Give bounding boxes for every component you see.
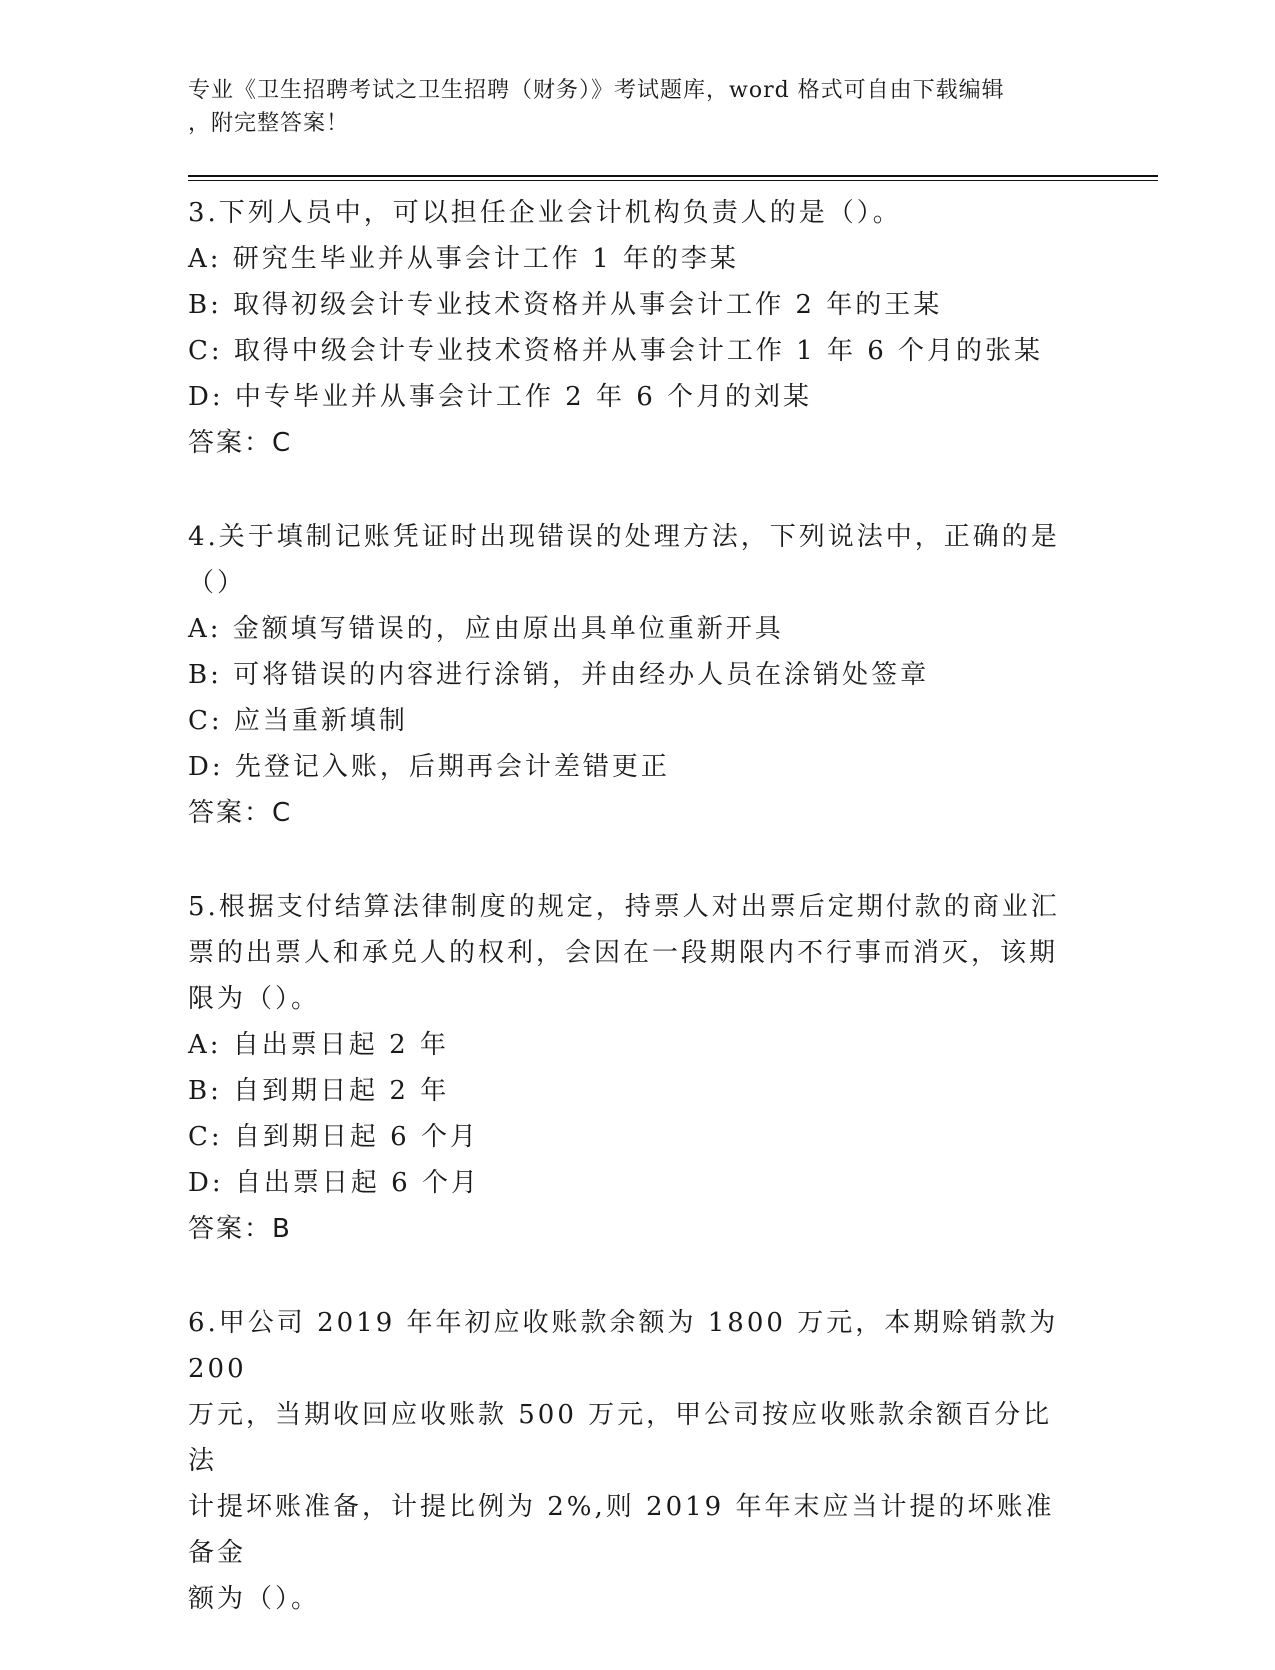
question-stem-cont: 万元，当期收回应收账款 500 万元，甲公司按应收账款余额百分比法 xyxy=(188,1400,1053,1476)
question-stem: 3.下列人员中，可以担任企业会计机构负责人的是（）。 xyxy=(188,198,902,228)
answer-label: 答案：C xyxy=(188,428,293,458)
answer-label: 答案：B xyxy=(188,1214,292,1244)
question-stem-cont: 额为（）。 xyxy=(188,1584,321,1614)
question-stem-cont: 票的出票人和承兑人的权利，会因在一段期限内不行事而消灭，该期 xyxy=(188,938,1059,968)
question-4 xyxy=(188,514,1068,836)
answer-label: 答案：C xyxy=(188,798,293,828)
document-header xyxy=(188,74,1088,140)
option-c: C: 自到期日起 6 个月 xyxy=(188,1122,479,1152)
option-a: A: 自出票日起 2 年 xyxy=(188,1030,449,1060)
option-a: A: 金额填写错误的，应由原出具单位重新开具 xyxy=(188,614,784,644)
question-stem: 6.甲公司 2019 年年初应收账款余额为 1800 万元，本期赊销款为 200 xyxy=(188,1308,1059,1384)
option-b: B: 自到期日起 2 年 xyxy=(188,1076,450,1106)
option-b: B: 取得初级会计专业技术资格并从事会计工作 2 年的王某 xyxy=(188,290,943,320)
option-c: C: 应当重新填制 xyxy=(188,706,408,736)
question-6 xyxy=(188,1300,1068,1622)
question-stem: 4.关于填制记账凭证时出现错误的处理方法，下列说法中，正确的是 xyxy=(188,522,1060,552)
question-stem-cont: （） xyxy=(188,568,247,598)
option-b: B: 可将错误的内容进行涂销，并由经办人员在涂销处签章 xyxy=(188,660,930,690)
question-5 xyxy=(188,884,1068,1252)
option-d: D: 自出票日起 6 个月 xyxy=(188,1168,480,1198)
header-line-2: ，附完整答案！ xyxy=(188,111,350,136)
header-divider xyxy=(188,175,1158,181)
header-line-1: 专业《卫生招聘考试之卫生招聘（财务）》考试题库，word 格式可自由下载编辑 xyxy=(188,78,1005,103)
question-stem-cont: 计提坏账准备，计提比例为 2%,则 2019 年年末应当计提的坏账准备金 xyxy=(188,1492,1055,1568)
option-a: A: 研究生毕业并从事会计工作 1 年的李某 xyxy=(188,244,739,274)
question-list xyxy=(188,190,1068,1670)
question-stem: 5.根据支付结算法律制度的规定，持票人对出票后定期付款的商业汇 xyxy=(188,892,1060,922)
option-d: D: 中专毕业并从事会计工作 2 年 6 个月的刘某 xyxy=(188,382,813,412)
option-d: D: 先登记入账，后期再会计差错更正 xyxy=(188,752,670,782)
question-stem-cont: 限为（）。 xyxy=(188,984,321,1014)
option-c: C: 取得中级会计专业技术资格并从事会计工作 1 年 6 个月的张某 xyxy=(188,336,1044,366)
question-3 xyxy=(188,190,1068,466)
